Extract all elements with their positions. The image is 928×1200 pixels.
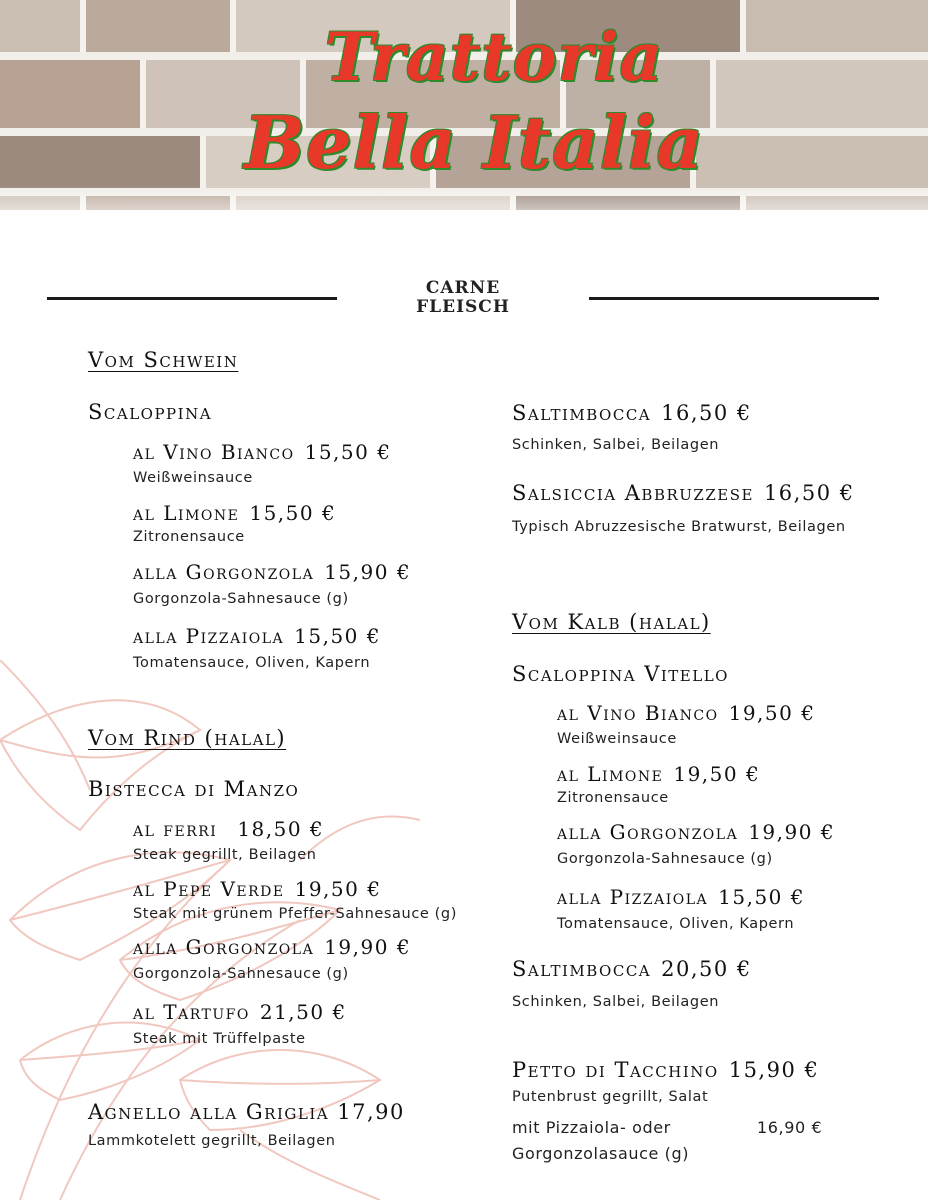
- section-title-line-2: FLEISCH: [416, 297, 510, 317]
- menu-item-price: 15,90 €: [728, 1058, 820, 1082]
- header-banner: [0, 0, 928, 210]
- menu-item-name: alla Gorgonzola 19,90 €: [133, 935, 412, 959]
- menu-item-name: alla Gorgonzola 19,90 €: [557, 820, 836, 844]
- menu-item-price: 21,50 €: [259, 1000, 347, 1024]
- logo-line-1: Trattoria: [324, 18, 664, 96]
- dish-name: Scaloppina Vitello: [512, 662, 729, 686]
- menu-item-price: 15,50 €: [304, 440, 392, 464]
- menu-item-name: al Tartufo 21,50 €: [133, 1000, 347, 1024]
- menu-item-name: al Limone 15,50 €: [133, 501, 337, 525]
- menu-item-name: al ferri 18,50 €: [133, 817, 325, 841]
- menu-item-description: Gorgonzola-Sahnesauce (g): [557, 851, 773, 867]
- menu-item-description: Schinken, Salbei, Beilagen: [512, 437, 720, 453]
- dish-name: Scaloppina: [88, 400, 213, 424]
- menu-item-description: Steak mit Trüffelpaste: [133, 1031, 306, 1047]
- menu-item-description: Weißweinsauce: [557, 731, 677, 747]
- menu-item-description: Putenbrust gegrillt, Salat: [512, 1089, 709, 1105]
- menu-item-description: Steak gegrillt, Beilagen: [133, 847, 317, 863]
- menu-item-name: alla Pizzaiola 15,50 €: [133, 624, 381, 648]
- menu-item-price: 19,90 €: [748, 820, 836, 844]
- menu-item-variant: Gorgonzolasauce (g): [512, 1144, 690, 1163]
- menu-item-price: 16,50 €: [661, 401, 752, 425]
- menu-item-price: 19,50 €: [294, 877, 382, 901]
- menu-item-description: Schinken, Salbei, Beilagen: [512, 994, 720, 1010]
- menu-item-name: al Limone 19,50 €: [557, 762, 761, 786]
- menu-item-price: 17,90: [337, 1100, 405, 1124]
- category-heading: Vom Rind (halal): [88, 726, 287, 750]
- menu-item-description: Steak mit grünem Pfeffer-Sahnesauce (g): [133, 906, 457, 922]
- menu-item-description: Weißweinsauce: [133, 470, 253, 486]
- menu-item-price: 16,50 €: [763, 481, 855, 505]
- menu-item-price: 15,90 €: [324, 560, 412, 584]
- menu-item-variant-price: 16,90 €: [757, 1118, 823, 1137]
- menu-item-name: alla Pizzaiola 15,50 €: [557, 885, 805, 909]
- menu-item-name: Saltimbocca 16,50 €: [512, 401, 752, 425]
- menu-item-description: Tomatensauce, Oliven, Kapern: [133, 655, 371, 671]
- menu-item-price: 19,50 €: [728, 701, 816, 725]
- menu-item-name: Petto di Tacchino 15,90 €: [512, 1058, 820, 1082]
- logo-line-2: Bella Italia: [243, 100, 705, 185]
- menu-item-name: al Pepe Verde 19,50 €: [133, 877, 382, 901]
- menu-item-name: Salsiccia Abbruzzese 16,50 €: [512, 481, 855, 505]
- category-heading: Vom Kalb (halal): [512, 610, 711, 634]
- dish-name: Bistecca di Manzo: [88, 777, 300, 801]
- menu-item-price: 15,50 €: [249, 501, 337, 525]
- divider-right: [589, 297, 879, 300]
- menu-item-variant: mit Pizzaiola- oder: [512, 1118, 671, 1137]
- menu-item-name: al Vino Bianco 15,50 €: [133, 440, 392, 464]
- menu-item-price: 19,50 €: [673, 762, 761, 786]
- menu-item-price: 19,90 €: [324, 935, 412, 959]
- section-title: [337, 279, 589, 317]
- menu-item-description: Zitronensauce: [557, 790, 669, 806]
- menu-item-description: Gorgonzola-Sahnesauce (g): [133, 591, 349, 607]
- divider-left: [47, 297, 337, 300]
- menu-item-name: Agnello alla Griglia 17,90: [88, 1100, 405, 1124]
- menu-item-name: alla Gorgonzola 15,90 €: [133, 560, 412, 584]
- menu-item-description: Gorgonzola-Sahnesauce (g): [133, 966, 349, 982]
- menu-item-description: Lammkotelett gegrillt, Beilagen: [88, 1133, 336, 1149]
- menu-item-price: 15,50 €: [294, 624, 381, 648]
- section-title-line-1: CARNE: [425, 278, 501, 298]
- menu-item-price: 20,50 €: [661, 957, 752, 981]
- banner-fade: [0, 186, 928, 210]
- menu-item-description: Typisch Abruzzesische Bratwurst, Beilagen: [512, 519, 846, 535]
- menu-item-price: 18,50 €: [237, 817, 325, 841]
- menu-item-name: al Vino Bianco 19,50 €: [557, 701, 816, 725]
- menu-item-price: 15,50 €: [718, 885, 805, 909]
- menu-item-description: Tomatensauce, Oliven, Kapern: [557, 916, 795, 932]
- menu-item-description: Zitronensauce: [133, 529, 245, 545]
- category-heading: Vom Schwein: [88, 348, 239, 372]
- menu-item-name: Saltimbocca 20,50 €: [512, 957, 752, 981]
